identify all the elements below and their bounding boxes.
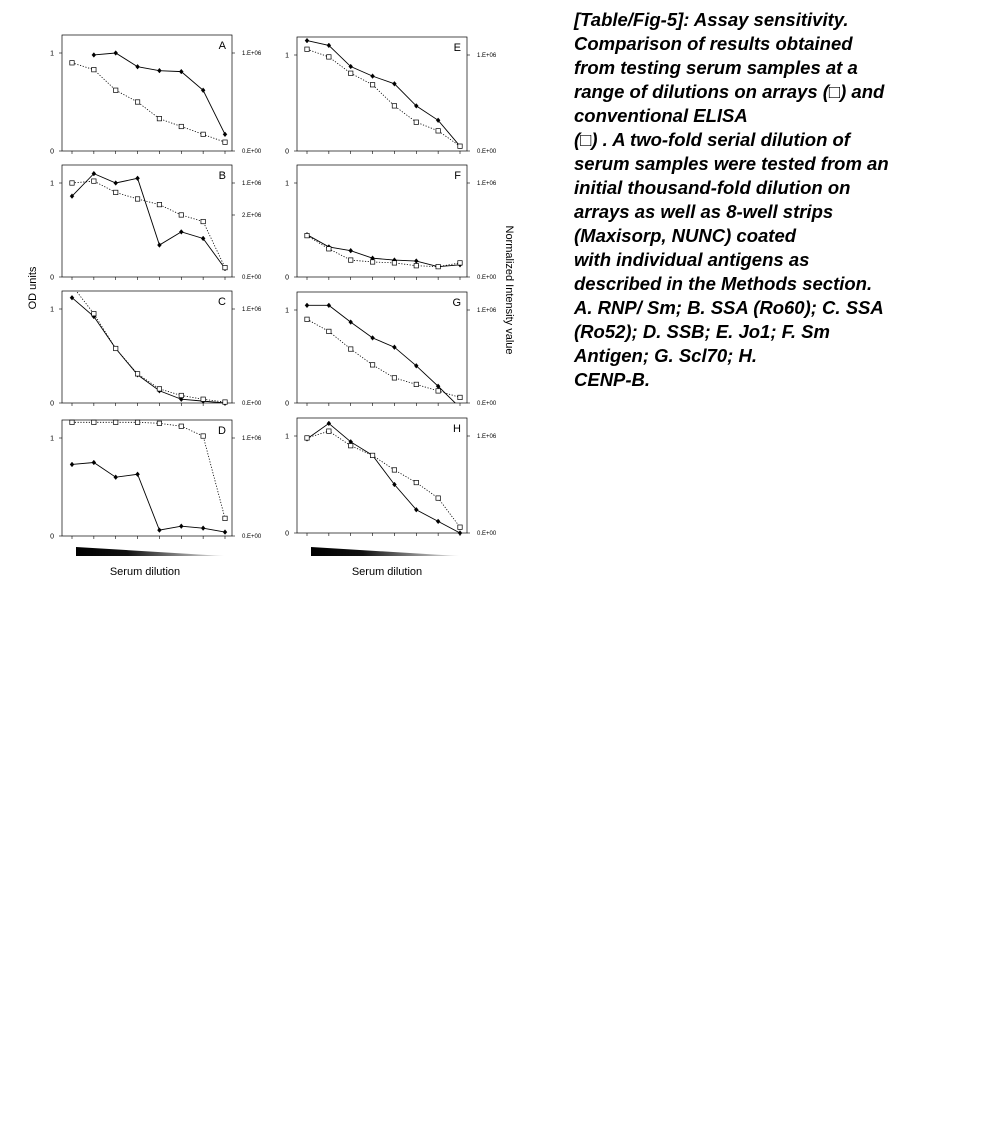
array-point <box>305 317 309 321</box>
array-point <box>114 420 118 424</box>
elisa-point <box>371 74 375 79</box>
elisa-point <box>201 526 205 531</box>
x-axis-label-right: Serum dilution <box>351 566 423 578</box>
array-point <box>392 104 396 108</box>
array-point <box>157 202 161 206</box>
array-point <box>436 264 440 268</box>
array-series-line <box>72 181 225 267</box>
panel-b <box>50 165 262 282</box>
array-point <box>305 436 309 440</box>
array-point <box>135 372 139 376</box>
array-point <box>370 453 374 457</box>
array-point <box>436 496 440 500</box>
array-point <box>414 264 418 268</box>
panel-c <box>50 213 262 408</box>
panel-label: E <box>453 42 461 54</box>
caption-line: from testing serum samples at a <box>574 57 858 78</box>
array-point <box>92 420 96 424</box>
elisa-point <box>114 51 118 56</box>
array-series-line <box>307 431 460 527</box>
array-point <box>114 88 118 92</box>
array-point <box>223 400 227 404</box>
y-left-tick-label: 0 <box>285 274 289 282</box>
array-point <box>157 421 161 425</box>
plot-frame <box>297 418 467 533</box>
y-left-tick-label: 1 <box>285 180 289 188</box>
array-point <box>201 219 205 223</box>
y-right-tick-label: 0.E+00 <box>477 531 497 537</box>
array-point <box>179 124 183 128</box>
figure-caption <box>574 8 949 392</box>
array-point <box>327 329 331 333</box>
dilution-wedge-left <box>76 547 224 556</box>
panel-g <box>285 292 497 408</box>
array-point <box>327 55 331 59</box>
elisa-series-line <box>307 423 460 533</box>
array-point <box>349 258 353 262</box>
array-series-line <box>72 63 225 142</box>
array-point <box>327 247 331 251</box>
elisa-point <box>136 176 140 181</box>
panel-label: C <box>218 296 226 308</box>
y-left-tick-label: 1 <box>50 435 54 443</box>
plot-frame <box>297 37 467 151</box>
array-point <box>305 47 309 51</box>
elisa-point <box>223 132 227 137</box>
y-left-tick-label: 0 <box>50 148 54 156</box>
caption-line: Comparison of results obtained <box>574 33 853 54</box>
array-point <box>92 312 96 316</box>
caption-line: serum samples were tested from an <box>574 153 889 174</box>
plot-frame <box>62 420 232 536</box>
elisa-point <box>114 475 118 480</box>
panel-label: B <box>218 170 226 182</box>
x-axis-label-left: Serum dilution <box>109 566 181 578</box>
caption-line: described in the Methods section. <box>574 273 873 294</box>
y-right-tick-label: 1.E+06 <box>477 308 497 314</box>
array-point <box>436 129 440 133</box>
array-point <box>223 516 227 520</box>
panel-e <box>285 37 497 156</box>
y-right-tick-label: 1.E+06 <box>242 181 262 187</box>
array-point <box>392 468 396 472</box>
elisa-point <box>414 259 418 264</box>
y-right-tick-label: 0.E+00 <box>242 534 262 540</box>
array-point <box>114 190 118 194</box>
y-left-axis-label: OD units <box>27 266 39 310</box>
elisa-point <box>371 336 375 341</box>
array-point <box>305 233 309 237</box>
array-point <box>370 83 374 87</box>
y-left-tick-label: 0 <box>285 400 289 408</box>
y-left-tick-label: 1 <box>50 180 54 188</box>
elisa-point <box>157 528 161 533</box>
y-left-tick-label: 0 <box>285 530 289 538</box>
elisa-point <box>136 472 140 477</box>
caption-line: conventional ELISA <box>574 105 748 126</box>
caption-line: (Ro52); D. SSB; E. Jo1; F. Sm <box>574 321 830 342</box>
caption-line: Antigen; G. Scl70; H. <box>574 345 757 366</box>
y-right-tick-label: 0.E+00 <box>242 149 262 155</box>
y-left-tick-label: 1 <box>285 307 289 315</box>
array-point <box>70 61 74 65</box>
plot-frame <box>297 165 467 277</box>
elisa-point <box>179 524 183 529</box>
y-left-tick-label: 1 <box>285 52 289 60</box>
panel-a <box>50 35 262 156</box>
caption-line: with individual antigens as <box>574 249 810 270</box>
elisa-point <box>223 530 227 535</box>
y-left-tick-label: 0 <box>50 533 54 541</box>
elisa-series-line <box>94 53 225 134</box>
elisa-point <box>92 53 96 58</box>
array-point <box>370 260 374 264</box>
y-right-tick-label: 1.E+06 <box>477 434 497 440</box>
y-right-tick-label: 1.E+06 <box>242 307 262 313</box>
caption-line: CENP-B. <box>574 369 651 390</box>
y-right-tick-label: 0.E+00 <box>242 401 262 407</box>
elisa-point <box>349 320 353 325</box>
y-right-tick-label: 1.E+06 <box>477 181 497 187</box>
y-left-tick-label: 0 <box>285 148 289 156</box>
array-point <box>179 424 183 428</box>
panel-f <box>285 165 497 282</box>
array-point <box>458 395 462 399</box>
elisa-point <box>136 64 140 69</box>
plot-frame <box>62 35 232 151</box>
array-point <box>327 429 331 433</box>
array-point <box>179 393 183 397</box>
array-point <box>458 144 462 148</box>
y-right-tick-label: 1.E+06 <box>242 51 262 57</box>
caption-line: initial thousand-fold dilution on <box>574 177 851 198</box>
panel-label: A <box>218 40 226 52</box>
y-left-tick-label: 0 <box>50 400 54 408</box>
y-right-tick-label: 0.E+00 <box>477 275 497 281</box>
array-point <box>349 444 353 448</box>
caption-line: arrays as well as 8-well strips <box>574 201 834 222</box>
elisa-point <box>349 248 353 253</box>
panel-label: F <box>454 170 461 182</box>
array-point <box>458 525 462 529</box>
array-point <box>349 71 353 75</box>
elisa-series-line <box>72 463 225 533</box>
caption-line: (Maxisorp, NUNC) coated <box>574 225 797 246</box>
caption-line: A. RNP/ Sm; B. SSA (Ro60); C. SSA <box>574 297 884 318</box>
caption-line: (□) . A two-fold serial dilution of <box>574 129 850 150</box>
array-point <box>201 397 205 401</box>
panel-label: H <box>453 423 461 435</box>
panel-d <box>50 420 262 541</box>
dilution-wedge-right <box>311 547 459 556</box>
y-right-tick-label: 0.E+00 <box>477 149 497 155</box>
array-point <box>179 213 183 217</box>
array-point <box>201 132 205 136</box>
y-right-tick-label: 1.E+06 <box>477 53 497 59</box>
array-series-line <box>72 286 225 403</box>
array-point <box>92 179 96 183</box>
array-point <box>370 363 374 367</box>
y-left-tick-label: 1 <box>50 50 54 58</box>
panel-label: D <box>218 425 226 437</box>
array-point <box>392 261 396 265</box>
array-point <box>414 382 418 386</box>
y-left-tick-label: 0 <box>50 274 54 282</box>
array-point <box>201 434 205 438</box>
array-point <box>135 420 139 424</box>
array-point <box>392 376 396 380</box>
plot-frame <box>297 292 467 403</box>
array-point <box>114 346 118 350</box>
elisa-point <box>327 303 331 308</box>
array-point <box>349 347 353 351</box>
elisa-point <box>458 531 462 536</box>
elisa-point <box>436 519 440 524</box>
elisa-point <box>92 460 96 465</box>
elisa-point <box>70 462 74 467</box>
elisa-point <box>305 38 309 43</box>
y-right-tick-label: 0.E+00 <box>242 275 262 281</box>
y-right-tick-label: 2.E+06 <box>242 213 262 219</box>
array-point <box>414 480 418 484</box>
array-point <box>70 420 74 424</box>
figure-panels <box>0 0 560 600</box>
array-point <box>157 116 161 120</box>
array-point <box>414 120 418 124</box>
array-point <box>135 100 139 104</box>
panel-h <box>285 418 497 538</box>
y-left-tick-label: 1 <box>285 433 289 441</box>
y-right-axis-label: Normalized Intensity value <box>503 225 515 355</box>
elisa-point <box>157 243 161 248</box>
array-point <box>436 389 440 393</box>
array-point <box>70 181 74 185</box>
caption-line: range of dilutions on arrays (□) and <box>574 81 885 102</box>
elisa-point <box>157 68 161 73</box>
y-left-tick-label: 1 <box>50 306 54 314</box>
plot-frame <box>62 165 232 277</box>
array-point <box>157 387 161 391</box>
caption-line: [Table/Fig-5]: Assay sensitivity. <box>574 9 849 30</box>
plot-frame <box>62 291 232 403</box>
elisa-point <box>305 303 309 308</box>
array-point <box>135 197 139 201</box>
array-point <box>92 67 96 71</box>
elisa-point <box>114 181 118 186</box>
y-right-tick-label: 1.E+06 <box>242 436 262 442</box>
y-right-tick-label: 0.E+00 <box>477 401 497 407</box>
array-point <box>223 140 227 144</box>
array-point <box>458 261 462 265</box>
array-point <box>223 265 227 269</box>
panel-label: G <box>452 297 461 309</box>
elisa-point <box>179 229 183 234</box>
